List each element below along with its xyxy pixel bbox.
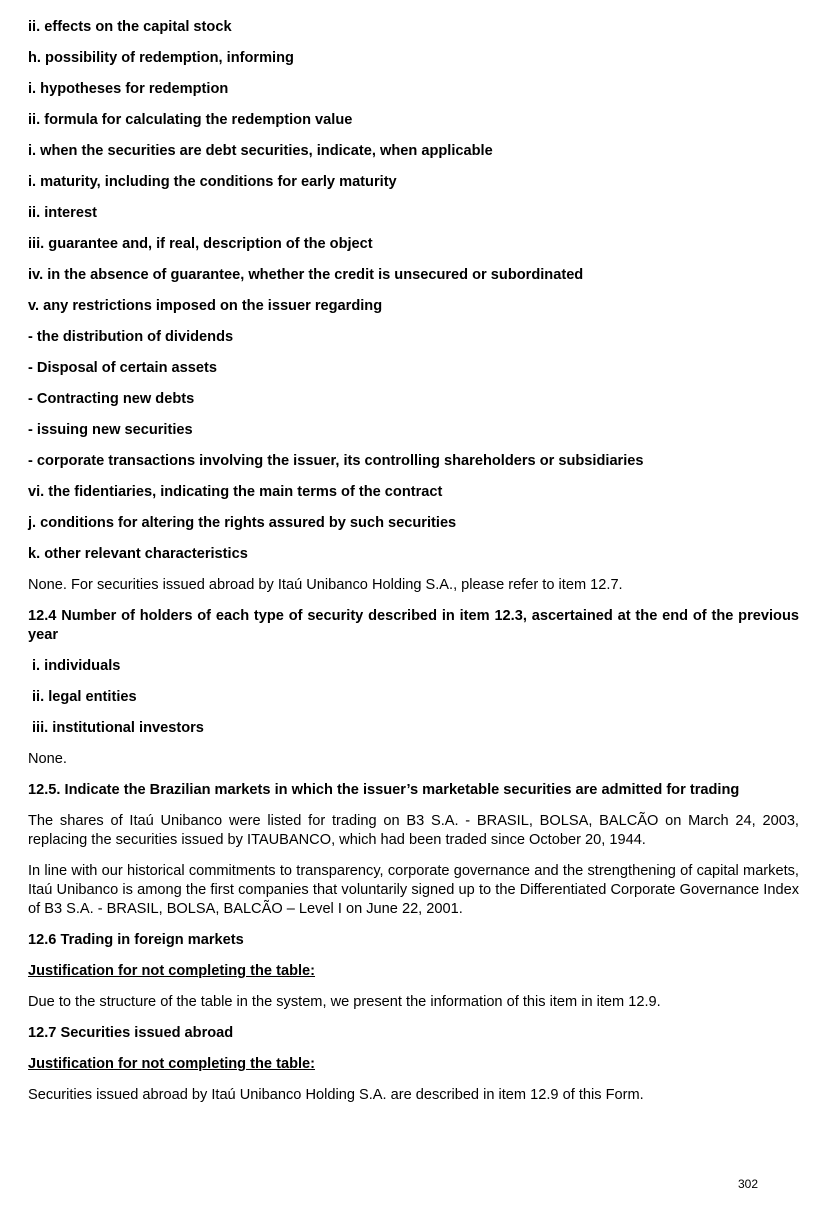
document-page <box>28 18 799 1117</box>
list-line: h. possibility of redemption, informing <box>28 50 294 66</box>
list-line: iv. in the absence of guarantee, whether the credit is unsecured or subordinated <box>28 267 584 283</box>
list-line: k. other relevant characteristics <box>28 546 248 562</box>
paragraph: Due to the structure of the table in the system, we present the information of this item in item 12.9. <box>28 994 661 1010</box>
list-line: i. maturity, including the conditions for early maturity <box>28 174 397 190</box>
list-line: ii. legal entities <box>32 689 137 705</box>
list-line: ii. interest <box>28 205 97 221</box>
list-line: - Disposal of certain assets <box>28 360 217 376</box>
list-line: i. hypotheses for redemption <box>28 81 229 97</box>
justification-label: Justification for not completing the table: <box>28 1056 316 1072</box>
paragraph-none: None. For securities issued abroad by Itaú Unibanco Holding S.A., please refer to item 12.7. <box>28 577 623 593</box>
list-line: - the distribution of dividends <box>28 329 234 345</box>
list-line: v. any restrictions imposed on the issuer regarding <box>28 298 383 314</box>
list-line: - issuing new securities <box>28 422 193 438</box>
paragraph: None. <box>28 751 67 767</box>
list-line: iii. guarantee and, if real, description of the object <box>28 236 373 252</box>
paragraph: Securities issued abroad by Itaú Unibanco Holding S.A. are described in item 12.9 of this Form. <box>28 1087 644 1103</box>
section-heading-12-7: 12.7 Securities issued abroad <box>28 1025 234 1041</box>
list-line: ii. formula for calculating the redemption value <box>28 112 353 128</box>
list-line: vi. the fidentiaries, indicating the main terms of the contract <box>28 484 443 500</box>
list-line: ii. effects on the capital stock <box>28 19 232 35</box>
section-heading-12-6: 12.6 Trading in foreign markets <box>28 932 244 948</box>
section-heading-12-5: 12.5. Indicate the Brazilian markets in which the issuer’s marketable securities are admitted for trading <box>28 782 740 798</box>
paragraph: The shares of Itaú Unibanco were listed for trading on B3 S.A. - BRASIL, BOLSA, BALCÃO on March 24, 2003, replacing the securities issued by ITAUBANCO, which had been traded since October 20, 1944. <box>28 813 799 848</box>
list-line: - Contracting new debts <box>28 391 195 407</box>
list-line: i. when the securities are debt securities, indicate, when applicable <box>28 143 493 159</box>
list-line: j. conditions for altering the rights assured by such securities <box>28 515 457 531</box>
list-line: iii. institutional investors <box>32 720 204 736</box>
list-line: i. individuals <box>32 658 121 674</box>
paragraph: In line with our historical commitments to transparency, corporate governance and the strengthening of capital markets, Itaú Unibanco is among the first companies that voluntarily signed up to the Differentiated Corporate Governance Index of B3 S.A. - BRASIL, BOLSA, BALCÃO – Level I on June 22, 2001. <box>28 863 799 917</box>
section-heading-12-4: 12.4 Number of holders of each type of security described in item 12.3, ascertained at the end of the previous year <box>28 608 799 643</box>
list-line: - corporate transactions involving the issuer, its controlling shareholders or subsidiaries <box>28 453 644 469</box>
page-number: 302 <box>738 1177 759 1191</box>
justification-label: Justification for not completing the table: <box>28 963 316 979</box>
